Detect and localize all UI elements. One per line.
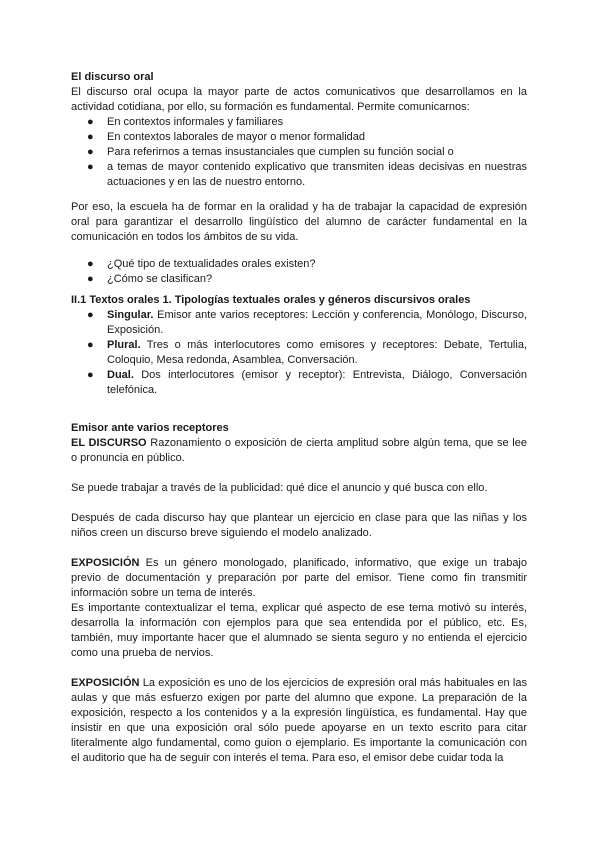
list-item: ● Para referirnos a temas insustanciales que cumplen su función social o xyxy=(87,146,454,158)
bullet-icon: ● xyxy=(87,273,94,285)
bullet-icon: ● xyxy=(87,146,94,158)
bullet-icon: ● xyxy=(87,131,94,143)
exposicion-paragraph-1b: Es importante contextualizar el tema, explicar qué aspecto de ese tema motivó su interés, desarrolla la información con ejemplos para que sea entendida por el público, etc. Es, también, muy importante hacer que el alumnado se sienta seguro y no entienda el ejercicio como una prueba de nervios. xyxy=(71,602,527,659)
bullet-icon: ● xyxy=(87,161,94,173)
contexts-list xyxy=(71,115,527,190)
document-page xyxy=(71,70,527,766)
list-item: ● En contextos informales y familiares xyxy=(87,116,284,128)
list-item: ● ¿Qué tipo de textualidades orales existen? xyxy=(87,258,316,270)
section-title-textos-orales: II.1 Textos orales 1. Tipologías textuales orales y géneros discursivos orales xyxy=(71,294,471,306)
list-item: ● ¿Cómo se clasifican? xyxy=(87,273,213,285)
questions-list xyxy=(71,257,527,287)
type-term: Singular. xyxy=(107,309,154,321)
exposicion-paragraph-1: EXPOSICIÓN Es un género monologado, planificado, informativo, que exige un trabajo previo de documentación y preparación por parte del emisor. Tiene como fin transmitir información sobre un tema de interés. xyxy=(71,557,527,599)
exposicion-paragraph-2: EXPOSICIÓN La exposición es uno de los ejercicios de expresión oral más habituales en las aulas y que más esfuerzo exigen por parte del alumno que expone. La preparación de la exposición, respecto a los contenidos y a la expresión lingüística, es fundamental. Hay que insistir en que una exposición oral sólo puede apoyarse en un texto escrito para citar literalmente algo fundamental, como guion o ejemplario. Es importante la comunicación con el auditorio que ha de seguir con interés el tema. Para eso, el emisor debe cuidar toda la xyxy=(71,677,527,764)
list-item: ● a temas de mayor contenido explicativo que transmiten ideas decisivas en nuestras actuaciones y en las de nuestro entorno. xyxy=(87,161,527,188)
section-title-emisor: Emisor ante varios receptores xyxy=(71,422,229,434)
escuela-paragraph: Por eso, la escuela ha de formar en la oralidad y ha de trabajar la capacidad de expresión oral para garantizar el desarrollo lingüístico del alumno de carácter fundamental en la comunicación en todos los ámbitos de su vida. xyxy=(71,201,527,243)
list-item: ● Dual. Dos interlocutores (emisor y receptor): Entrevista, Diálogo, Conversación telefónica. xyxy=(87,369,527,396)
section-title-discurso-oral: El discurso oral xyxy=(71,71,154,83)
type-term: Plural. xyxy=(107,339,141,351)
list-item: ● Singular. Emisor ante varios receptores: Lección y conferencia, Monólogo, Discurso, Exposición. xyxy=(87,309,527,336)
publicidad-paragraph: Se puede trabajar a través de la publicidad: qué dice el anuncio y qué busca con ello. xyxy=(71,482,488,494)
bullet-icon: ● xyxy=(87,339,94,351)
tipologias-list xyxy=(71,308,527,398)
discurso-paragraph: EL DISCURSO Razonamiento o exposición de cierta amplitud sobre algún tema, que se lee o pronuncia en público. xyxy=(71,437,527,464)
list-item: ● Plural. Tres o más interlocutores como emisores y receptores: Debate, Tertulia, Coloquio, Mesa redonda, Asamblea, Conversación. xyxy=(87,339,527,366)
bullet-icon: ● xyxy=(87,309,94,321)
despues-paragraph: Después de cada discurso hay que plantear un ejercicio en clase para que las niñas y los niños creen un discurso breve siguiendo el modelo analizado. xyxy=(71,512,527,539)
bullet-icon: ● xyxy=(87,369,94,381)
bullet-icon: ● xyxy=(87,258,94,270)
type-term: Dual. xyxy=(107,369,134,381)
intro-paragraph: El discurso oral ocupa la mayor parte de actos comunicativos que desarrollamos en la actividad cotidiana, por ello, su formación es fundamental. Permite comunicarnos: xyxy=(71,86,527,113)
list-item: ● En contextos laborales de mayor o menor formalidad xyxy=(87,131,366,143)
bullet-icon: ● xyxy=(87,116,94,128)
